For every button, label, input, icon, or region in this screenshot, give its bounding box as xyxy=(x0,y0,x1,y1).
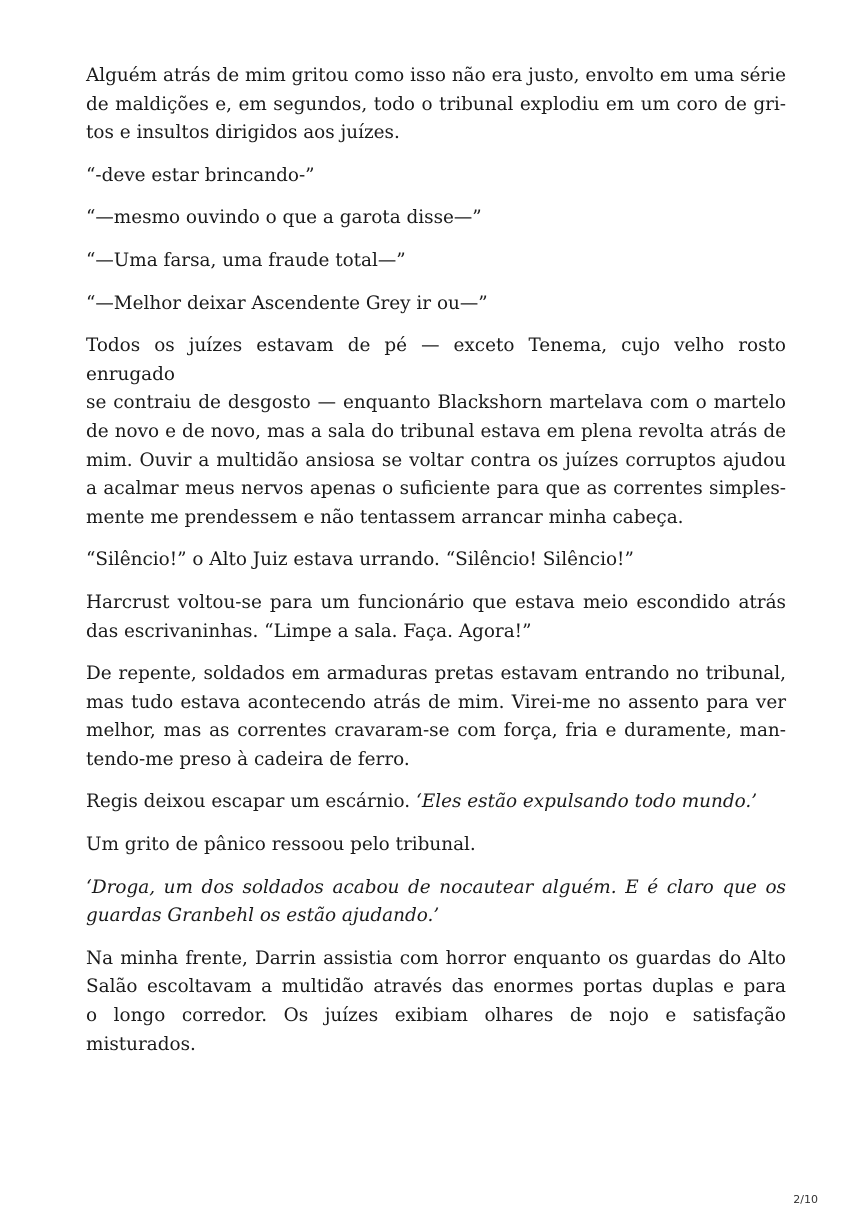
dialogue-line: “-deve estar brincando-” xyxy=(86,164,315,186)
text-line: de novo e de novo, mas a sala do tribunal estava em plena revolta atrás de xyxy=(86,420,786,442)
paragraph: Um grito de pânico ressoou pelo tribunal. xyxy=(86,834,476,856)
narration-text: Regis deixou escapar um escárnio. xyxy=(86,791,416,813)
text-line: Na minha frente, Darrin assistia com horror enquanto os guardas do Alto xyxy=(86,947,786,969)
dialogue-line: “—mesmo ouvindo o que a garota disse—” xyxy=(86,207,482,229)
text-line: ‘Droga, um dos soldados acabou de nocautear alguém. E é claro que os xyxy=(86,876,786,898)
dialogue-line: “—Uma farsa, uma fraude total—” xyxy=(86,249,406,271)
page-number: 2/10 xyxy=(793,1193,818,1206)
telepathic-thought: ‘Eles estão expulsando todo mundo.’ xyxy=(415,791,758,813)
text-line: tendo-me preso à cadeira de ferro. xyxy=(86,748,410,770)
paragraph xyxy=(86,589,786,646)
dialogue-line: “Silêncio!” o Alto Juiz estava urrando. “Silêncio! Silêncio!” xyxy=(86,549,634,571)
text-line: melhor, mas as correntes cravaram-se com força, fria e duramente, man- xyxy=(86,720,786,742)
text-line: mas tudo estava acontecendo atrás de mim. Virei-me no assento para ver xyxy=(86,691,786,713)
text-line: Alguém atrás de mim gritou como isso não era justo, envolto em uma série xyxy=(86,65,786,86)
text-line: mente me prendessem e não tentassem arrancar minha cabeça. xyxy=(86,506,684,528)
text-line: tos e insultos dirigidos aos juízes. xyxy=(86,122,400,144)
paragraph xyxy=(86,332,786,532)
text-line: De repente, soldados em armaduras pretas estavam entrando no tribunal, xyxy=(86,663,786,685)
dialogue-line: “—Melhor deixar Ascendente Grey ir ou—” xyxy=(86,292,488,314)
text-line: misturados. xyxy=(86,1033,196,1055)
paragraph xyxy=(86,62,786,148)
paragraph xyxy=(86,945,786,1059)
telepathic-thought-paragraph xyxy=(86,874,786,931)
text-line: de maldições e, em segundos, todo o tribunal explodiu em um coro de gri- xyxy=(86,93,786,115)
text-line: das escrivaninhas. “Limpe a sala. Faça. Agora!” xyxy=(86,620,532,642)
paragraph xyxy=(86,788,786,817)
text-line: o longo corredor. Os juízes exibiam olhares de nojo e satisfação xyxy=(86,1005,786,1027)
document-page xyxy=(86,62,786,1073)
text-line: Todos os juízes estavam de pé — exceto Tenema, cujo velho rosto enrugado xyxy=(86,335,786,385)
paragraph xyxy=(86,660,786,774)
text-line: guardas Granbehl os estão ajudando.’ xyxy=(86,905,440,927)
text-line: se contraiu de desgosto — enquanto Blackshorn martelava com o martelo xyxy=(86,392,786,414)
text-line: Salão escoltavam a multidão através das enormes portas duplas e para xyxy=(86,976,786,998)
text-line: Harcrust voltou-se para um funcionário que estava meio escondido atrás xyxy=(86,591,786,613)
text-line: a acalmar meus nervos apenas o suficiente para que as correntes simples- xyxy=(86,478,786,500)
text-line: mim. Ouvir a multidão ansiosa se voltar contra os juízes corruptos ajudou xyxy=(86,449,786,471)
